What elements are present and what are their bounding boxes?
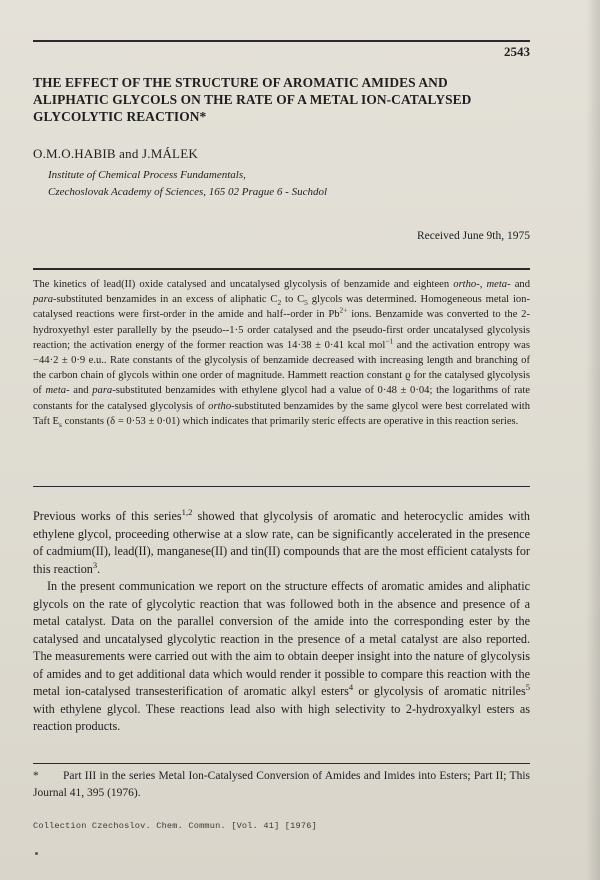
footnote xyxy=(33,768,530,802)
abstract-top-rule xyxy=(33,268,530,270)
authors: O.M.O.HABIB and J.MÁLEK xyxy=(33,146,198,161)
footnote-marker: * xyxy=(33,770,39,782)
page-number: 2543 xyxy=(504,44,530,59)
page-spine-shadow xyxy=(586,0,600,880)
affiliation-line-2: Czechoslovak Academy of Sciences, 165 02 Prague 6 - Suchdol xyxy=(48,186,328,198)
received-date: Received June 9th, 1975 xyxy=(416,230,530,242)
body-text xyxy=(33,508,530,736)
body-paragraph-2: In the present communication we report on the structure effects of aromatic amides and aliphatic glycols on the rate of glycolytic reaction that was followed both in the absence and presence of a metal catalyst. Data on the parallel conversion of the amide into the corresponding ester by the catalysed and uncatalysed glycolytic reaction in the presence of a metal catalyst are also reported. The measurements were carried out with the aim to obtain deeper insight into the nature of glycolysis of amides and to get additional data which would render it possible to compare this reaction with the metal ion-catalysed transesterification of aromatic alkyl esters$^4$ or glycolysis of aromatic nitriles$^5$ with ethylene glycol. These reactions lead also with high selectivity to 2-hydroxyalkyl esters as reaction products. xyxy=(33,579,530,733)
abstract: The kinetics of lead(II) oxide catalysed and uncatalysed glycolysis of benzamide and eighteen ortho-, meta- and para-substituted benzamides in an excess of aliphatic $C_2$ to $C_5$ glycols was determined. Homogeneous metal ion-catalysed reactions were first-order in the amide and half--order in $Pb^{2+}$ ions. Benzamide was converted to the 2-hydroxyethyl ester parallelly by the pseudo--1·5 order catalysed and the pseudo-first order uncatalysed glycolysis reaction; the activation energy of the former reaction was 14·38 ± 0·41 kcal mol$^{-1}$ and the activation entropy was −44·2 ± 0·9 e.u.. Rate constants of the glycolysis of benzamide decreased with increasing length and branching of the carbon chain of glycols within one order of magnitude. Hammett reaction constant ϱ for the catalysed glycolysis of meta- and para-substituted benzamides with ethylene glycol had a value of 0·48 ± 0·04; the logarithms of rate constants for the catalysed glycolysis of ortho-substituted benzamides by the same glycol were best correlated with Taft $E_s$ constants (δ = 0·53 ± 0·01) which indicates that primarily steric effects are operative in this reaction series. xyxy=(33,279,531,429)
affiliation-line-1: Institute of Chemical Process Fundamentals, xyxy=(48,169,246,181)
abstract-bottom-rule xyxy=(33,486,530,487)
article-title: THE EFFECT OF THE STRUCTURE OF AROMATIC AMIDES AND ALIPHATIC GLYCOLS ON THE RATE OF A METAL ION-CATALYSED GLYCOLYTIC REACTION* xyxy=(33,75,472,124)
top-rule xyxy=(33,40,530,42)
footnote-rule xyxy=(33,763,530,764)
body-paragraph-1: Previous works of this series$^{1,2}$ showed that glycolysis of aromatic and heterocyclic amides with ethylene glycol, proceeding otherwise at a slow rate, can be significantly accelerated in the presence of cadmium(II), lead(II), manganese(II) and tin(II) compounds that are the most efficient catalysts for this reaction$^3$. xyxy=(33,506,530,576)
affiliation xyxy=(48,167,518,201)
footnote-text: Part III in the series Metal Ion-Catalysed Conversion of Amides and Imides into Esters; Part II; This Journal 41, 395 (1976). xyxy=(33,770,530,799)
journal-footer: Collection Czechoslov. Chem. Commun. [Vol. 41] [1976] xyxy=(33,821,317,831)
print-speck xyxy=(35,852,38,855)
